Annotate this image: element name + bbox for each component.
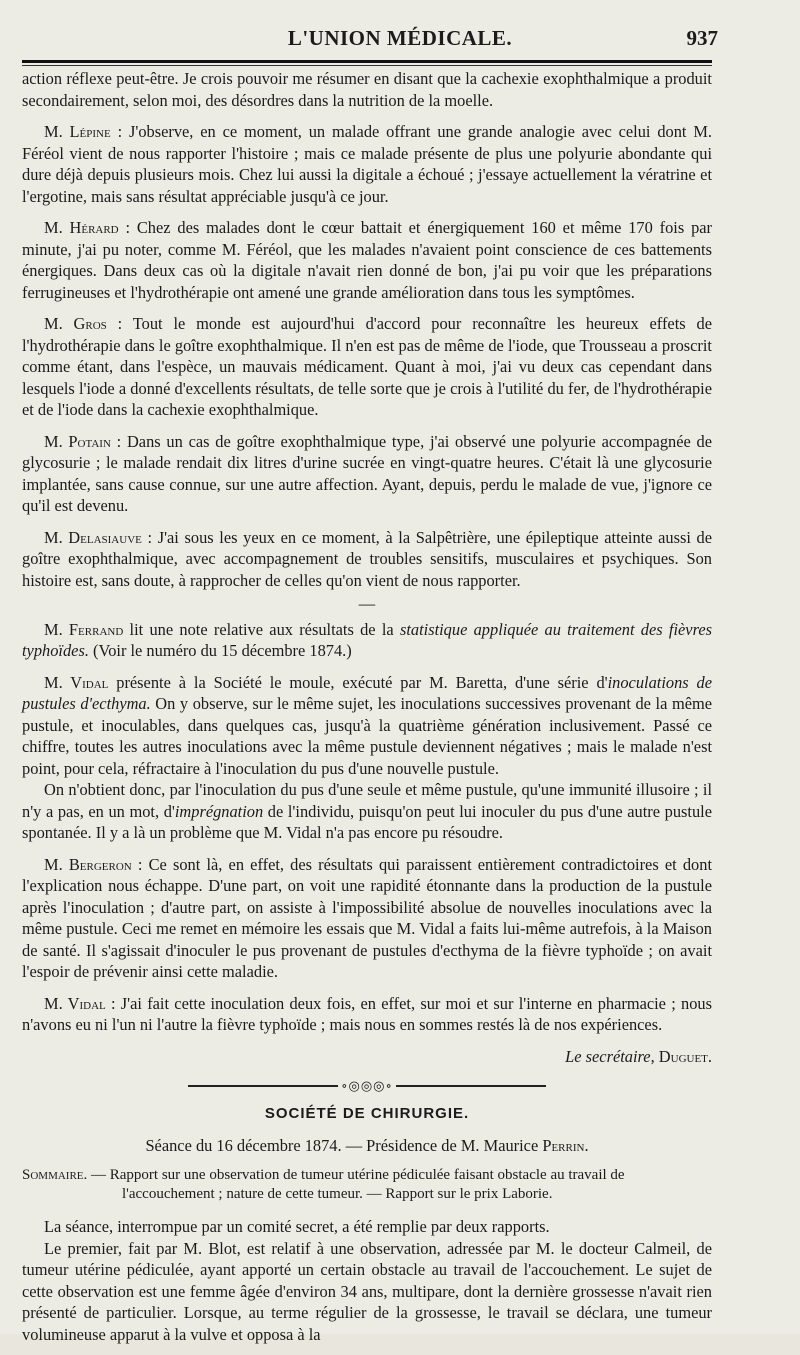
seance-president: Perrin. <box>542 1135 589 1155</box>
paragraph <box>22 68 712 111</box>
paragraph-text: Le premier, fait par M. Blot, est relatif à une observation, adressée par M. le docteur Calmeil, de tumeur utérine pédiculée, ayant apporté un certain obstacle au travail de l'accouchement. Le sujet de cette observation est une femme âgée d'environ 34 ans, multipare, dont la dernière grossesse n'avait rien présenté de particulier. Lorsque, au terme régulier de la grossesse, le travail se déclara, une tumeur volumineuse apparut à la vulve et opposa à la <box>22 1238 712 1344</box>
speaker: M. Lépine <box>44 122 111 141</box>
paragraph <box>22 619 712 662</box>
paragraph-text: : Chez des malades dont le cœur battait et énergiquement 160 et même 170 fois par minute, j'ai pu noter, comme M. Féréol, que les malades n'avaient point conscience de ces battements énergiques. Dans deux cas où la digitale n'avait rien donné de bon, j'ai pu voir que les préparations ferrugineuses et l'hydrothérapie ont amené une grande amélioration dans tous les symptômes. <box>22 218 713 302</box>
section-divider <box>22 1077 712 1095</box>
divider-ornament: ∘◎◎◎∘ <box>341 1078 393 1094</box>
paragraph <box>22 313 712 421</box>
sommaire-label: Sommaire. <box>22 1167 88 1183</box>
speaker: M. Potain <box>44 431 111 451</box>
paragraph-text: : Ce sont là, en effet, des résultats qui paraissent entièrement contradictoires et dont l'explication nous échappe. D'une part, on voit une rapidité étonnante dans la production de la pustule après l'inoculation ; d'autre part, on assiste à l'impossibilité absolue de nouvelles inoculations avec la même pustule. Ceci me remet en mémoire les essais que M. Vidal a faits lui-même autrefois, à la Maison de santé. Il s'agissait d'inoculer le pus provenant de pustules d'ecthyma de la fièvre typhoïde ; on avait l'espoir de prévenir ainsi cette maladie. <box>22 854 712 981</box>
sommaire <box>22 1166 712 1204</box>
paragraph-text: (Voir le numéro du 15 décembre 1874.) <box>88 641 352 660</box>
running-title: L'UNION MÉDICALE. <box>287 26 513 50</box>
paragraph-text: présente à la Société le moule, exécuté par M. Baretta, d'une série d' <box>108 672 608 692</box>
paragraph-text: : J'ai sous les yeux en ce moment, à la Salpêtrière, une épileptique atteinte aussi de goître exophthalmique, avec accompagnement de troubles sensitifs, musculaires et psychiques. Son histoire est, sans doute, à rapprocher de celles qu'on vient de nous rapporter. <box>22 527 713 590</box>
speaker: M. Delasiauve <box>44 527 142 547</box>
speaker: M. Vidal <box>44 993 106 1013</box>
paragraph <box>22 854 712 983</box>
paragraph-text: : J'ai fait cette inoculation deux fois, en effet, sur moi et sur l'interne en pharmacie ; nous n'avons eu ni l'un ni l'autre la fièvre typhoïde ; mais nous en sommes restés là de nos expériences. <box>22 993 712 1034</box>
dash: — <box>358 594 376 613</box>
paragraph-text: : Tout le monde est aujourd'hui d'accord pour reconnaître les heureux effets de l'hydrothérapie dans le goître exophthalmique. Il n'en est pas de même de l'iode, que Trousseau a proscrit comme étant, dans l'espèce, un mauvais médicament. Quant à moi, j'ai vu deux cas cependant dans lesquels l'iode a donné d'excellents résultats, de telle sorte que je crois à l'utilité du fer, de l'hydrothérapie et de l'iode dans la cachexie exophthalmique. <box>22 314 712 419</box>
signature-name: Duguet. <box>654 1046 712 1066</box>
seance-line <box>22 1135 712 1157</box>
sommaire-text: — Rapport sur une observation de tumeur utérine pédiculée faisant obstacle au travail de <box>87 1167 625 1183</box>
paragraph-text: On y observe, sur le même sujet, les inoculations successives provenant de la même pustule, et inoculables, dans quelques cas, jusqu'à la quatrième génération inclusivement. Passé ce chiffre, toutes les autres inoculations avec la même pustule deviennent négatives ; mais le malade n'est point, pour cela, réfractaire à l'inoculation du pus d'une nouvelle pustule. <box>22 694 712 778</box>
page-number: 937 <box>686 26 718 50</box>
paragraph <box>22 527 712 592</box>
signature <box>22 1046 712 1068</box>
divider-line <box>188 1085 338 1087</box>
paragraph-text: On n'obtient donc, par l'inoculation du pus d'une seule et même pustule, qu'une immunité illusoire ; il n'y a pas, en un mot, d' <box>22 780 712 821</box>
section-title: SOCIÉTÉ DE CHIRURGIE. <box>264 1105 470 1122</box>
paragraph-text: : J'observe, en ce moment, un malade offrant une grande analogie avec celui dont M. Féréol vient de nous rapporter l'histoire ; mais ce malade présente de plus une polyurie abondante qui dure déjà depuis plusieurs mois. Chez lui aussi la digitale a échoué ; j'essaye actuellement la vératrine et l'ergotine, mais sans résultat appréciable jusqu'à ce jour. <box>22 122 712 206</box>
header-rule <box>22 60 712 63</box>
speaker: M. Bergeron <box>44 854 132 874</box>
speaker: M. Gros <box>44 314 107 333</box>
paragraph <box>22 431 712 517</box>
speaker: M. Ferrand <box>44 619 124 639</box>
header-rule-thin <box>22 65 712 66</box>
speaker: M. Hérard <box>44 218 119 237</box>
paragraph-text: lit une note relative aux résultats de la <box>123 619 400 639</box>
paragraph <box>22 121 712 207</box>
italic-text: inoculations de pustules d'ecthyma. <box>22 672 712 713</box>
signature-role: Le secrétaire, <box>565 1046 655 1066</box>
italic-text: statistique appliquée au traitement des fièvres typhoïdes. <box>22 619 712 660</box>
speaker: M. Vidal <box>44 672 109 692</box>
paragraph <box>22 1238 712 1346</box>
paragraph-text: action réflexe peut-être. Je crois pouvoir me résumer en disant que la cachexie exophthalmique a produit secondairement, selon moi, des désordres dans la nutrition de la moelle. <box>22 69 712 110</box>
sommaire-text-continued: l'accouchement ; nature de cette tumeur. — Rapport sur le prix Laborie. <box>122 1186 553 1202</box>
paragraph <box>22 1216 712 1238</box>
paragraph <box>22 779 712 844</box>
seance-text: Séance du 16 décembre 1874. — Présidence de M. Maurice <box>145 1135 543 1155</box>
paragraph <box>22 993 712 1036</box>
paragraph <box>22 217 712 303</box>
body-text <box>22 68 712 1355</box>
paragraph-text: La séance, interrompue par un comité secret, a été remplie par deux rapports. <box>44 1217 550 1236</box>
paragraph-text: de l'individu, puisqu'on peut lui inoculer du pus d'une autre pustule spontanée. Il y a là un problème que M. Vidal n'a pas encore pu résoudre. <box>22 801 712 842</box>
paragraph-text: : Dans un cas de goître exophthalmique type, j'ai observé une polyurie accompagnée de glycosurie ; le malade rendait dix litres d'urine sucrée en vingt-quatre heures. C'était là une glycosurie implantée, sans cause connue, sur une autre affection. Ayant, depuis, perdu le malade de vue, j'ignore ce qu'il est devenu. <box>22 431 713 515</box>
dash-separator <box>22 593 712 615</box>
divider-line <box>396 1085 546 1087</box>
page-header <box>0 26 800 54</box>
italic-text: imprégnation <box>174 801 264 821</box>
paragraph <box>22 672 712 780</box>
